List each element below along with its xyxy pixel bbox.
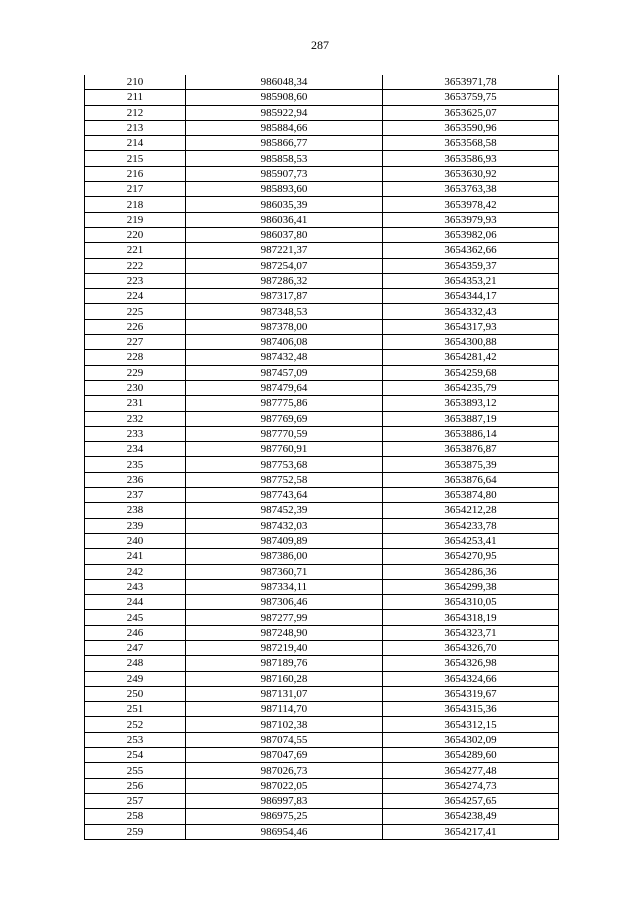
table-row: [85, 227, 559, 242]
point-number-cell: 212: [85, 105, 186, 120]
y-coordinate-cell: 3654238,49: [383, 809, 559, 824]
x-coordinate-cell: 985908,60: [186, 90, 383, 105]
y-coordinate-cell: 3654253,41: [383, 533, 559, 548]
table-row: [85, 258, 559, 273]
table-row: [85, 671, 559, 686]
x-coordinate-cell: 986036,41: [186, 212, 383, 227]
table-row: [85, 732, 559, 747]
x-coordinate-cell: 987254,07: [186, 258, 383, 273]
table-row: [85, 564, 559, 579]
x-coordinate-cell: 987406,08: [186, 335, 383, 350]
table-row: [85, 656, 559, 671]
point-number-cell: 210: [85, 75, 186, 90]
y-coordinate-cell: 3654324,66: [383, 671, 559, 686]
x-coordinate-cell: 987760,91: [186, 442, 383, 457]
y-coordinate-cell: 3654257,65: [383, 793, 559, 808]
point-number-cell: 229: [85, 365, 186, 380]
point-number-cell: 254: [85, 748, 186, 763]
point-number-cell: 259: [85, 824, 186, 839]
x-coordinate-cell: 987160,28: [186, 671, 383, 686]
x-coordinate-cell: 987770,59: [186, 426, 383, 441]
x-coordinate-cell: 987348,53: [186, 304, 383, 319]
x-coordinate-cell: 985884,66: [186, 120, 383, 135]
x-coordinate-cell: 987306,46: [186, 595, 383, 610]
y-coordinate-cell: 3653625,07: [383, 105, 559, 120]
point-number-cell: 214: [85, 136, 186, 151]
y-coordinate-cell: 3653874,80: [383, 488, 559, 503]
y-coordinate-cell: 3653876,87: [383, 442, 559, 457]
x-coordinate-cell: 986037,80: [186, 227, 383, 242]
table-row: [85, 212, 559, 227]
x-coordinate-cell: 985907,73: [186, 166, 383, 181]
y-coordinate-cell: 3654270,95: [383, 549, 559, 564]
x-coordinate-cell: 987479,64: [186, 380, 383, 395]
x-coordinate-cell: 987432,03: [186, 518, 383, 533]
x-coordinate-cell: 986997,83: [186, 793, 383, 808]
table-row: [85, 380, 559, 395]
table-row: [85, 319, 559, 334]
x-coordinate-cell: 987743,64: [186, 488, 383, 503]
table-row: [85, 243, 559, 258]
point-number-cell: 249: [85, 671, 186, 686]
x-coordinate-cell: 987189,76: [186, 656, 383, 671]
table-row: [85, 289, 559, 304]
x-coordinate-cell: 985858,53: [186, 151, 383, 166]
x-coordinate-cell: 986048,34: [186, 75, 383, 90]
table-row: [85, 472, 559, 487]
y-coordinate-cell: 3654344,17: [383, 289, 559, 304]
table-row: [85, 763, 559, 778]
table-row: [85, 488, 559, 503]
x-coordinate-cell: 987248,90: [186, 625, 383, 640]
point-number-cell: 243: [85, 579, 186, 594]
x-coordinate-cell: 987457,09: [186, 365, 383, 380]
y-coordinate-cell: 3653586,93: [383, 151, 559, 166]
y-coordinate-cell: 3653875,39: [383, 457, 559, 472]
x-coordinate-cell: 985866,77: [186, 136, 383, 151]
table-row: [85, 120, 559, 135]
point-number-cell: 216: [85, 166, 186, 181]
point-number-cell: 224: [85, 289, 186, 304]
table-row: [85, 442, 559, 457]
table-row: [85, 90, 559, 105]
x-coordinate-cell: 987022,05: [186, 778, 383, 793]
table-row: [85, 748, 559, 763]
coordinates-table: [84, 75, 559, 840]
table-row: [85, 75, 559, 90]
x-coordinate-cell: 987286,32: [186, 273, 383, 288]
y-coordinate-cell: 3653887,19: [383, 411, 559, 426]
point-number-cell: 238: [85, 503, 186, 518]
point-number-cell: 256: [85, 778, 186, 793]
point-number-cell: 245: [85, 610, 186, 625]
x-coordinate-cell: 987026,73: [186, 763, 383, 778]
point-number-cell: 228: [85, 350, 186, 365]
y-coordinate-cell: 3653971,78: [383, 75, 559, 90]
x-coordinate-cell: 987752,58: [186, 472, 383, 487]
y-coordinate-cell: 3653886,14: [383, 426, 559, 441]
point-number-cell: 226: [85, 319, 186, 334]
y-coordinate-cell: 3654235,79: [383, 380, 559, 395]
y-coordinate-cell: 3654332,43: [383, 304, 559, 319]
table-row: [85, 304, 559, 319]
x-coordinate-cell: 987114,70: [186, 702, 383, 717]
point-number-cell: 221: [85, 243, 186, 258]
x-coordinate-cell: 987753,68: [186, 457, 383, 472]
y-coordinate-cell: 3654353,21: [383, 273, 559, 288]
y-coordinate-cell: 3653876,64: [383, 472, 559, 487]
x-coordinate-cell: 987769,69: [186, 411, 383, 426]
table-row: [85, 686, 559, 701]
y-coordinate-cell: 3654315,36: [383, 702, 559, 717]
table-row: [85, 396, 559, 411]
y-coordinate-cell: 3654300,88: [383, 335, 559, 350]
table-row: [85, 640, 559, 655]
x-coordinate-cell: 986035,39: [186, 197, 383, 212]
y-coordinate-cell: 3654323,71: [383, 625, 559, 640]
x-coordinate-cell: 987131,07: [186, 686, 383, 701]
table-row: [85, 533, 559, 548]
table-row: [85, 717, 559, 732]
point-number-cell: 234: [85, 442, 186, 457]
x-coordinate-cell: 987409,89: [186, 533, 383, 548]
y-coordinate-cell: 3653630,92: [383, 166, 559, 181]
point-number-cell: 217: [85, 182, 186, 197]
point-number-cell: 240: [85, 533, 186, 548]
point-number-cell: 252: [85, 717, 186, 732]
y-coordinate-cell: 3653978,42: [383, 197, 559, 212]
x-coordinate-cell: 986954,46: [186, 824, 383, 839]
point-number-cell: 227: [85, 335, 186, 350]
x-coordinate-cell: 986975,25: [186, 809, 383, 824]
x-coordinate-cell: 987219,40: [186, 640, 383, 655]
y-coordinate-cell: 3654319,67: [383, 686, 559, 701]
table-row: [85, 702, 559, 717]
table-row: [85, 625, 559, 640]
table-row: [85, 549, 559, 564]
y-coordinate-cell: 3654259,68: [383, 365, 559, 380]
point-number-cell: 218: [85, 197, 186, 212]
y-coordinate-cell: 3654326,70: [383, 640, 559, 655]
table-row: [85, 182, 559, 197]
point-number-cell: 225: [85, 304, 186, 319]
x-coordinate-cell: 987102,38: [186, 717, 383, 732]
table-row: [85, 518, 559, 533]
coordinates-table-body: [85, 75, 559, 839]
y-coordinate-cell: 3653759,75: [383, 90, 559, 105]
point-number-cell: 222: [85, 258, 186, 273]
y-coordinate-cell: 3653568,58: [383, 136, 559, 151]
point-number-cell: 237: [85, 488, 186, 503]
x-coordinate-cell: 987452,39: [186, 503, 383, 518]
x-coordinate-cell: 985893,60: [186, 182, 383, 197]
point-number-cell: 251: [85, 702, 186, 717]
table-row: [85, 793, 559, 808]
table-row: [85, 273, 559, 288]
point-number-cell: 230: [85, 380, 186, 395]
y-coordinate-cell: 3653982,06: [383, 227, 559, 242]
y-coordinate-cell: 3653763,38: [383, 182, 559, 197]
point-number-cell: 215: [85, 151, 186, 166]
point-number-cell: 250: [85, 686, 186, 701]
table-row: [85, 151, 559, 166]
table-row: [85, 335, 559, 350]
y-coordinate-cell: 3654302,09: [383, 732, 559, 747]
y-coordinate-cell: 3654212,28: [383, 503, 559, 518]
table-row: [85, 365, 559, 380]
x-coordinate-cell: 985922,94: [186, 105, 383, 120]
point-number-cell: 223: [85, 273, 186, 288]
y-coordinate-cell: 3654286,36: [383, 564, 559, 579]
y-coordinate-cell: 3654274,73: [383, 778, 559, 793]
table-row: [85, 579, 559, 594]
point-number-cell: 241: [85, 549, 186, 564]
point-number-cell: 244: [85, 595, 186, 610]
point-number-cell: 257: [85, 793, 186, 808]
table-row: [85, 136, 559, 151]
point-number-cell: 248: [85, 656, 186, 671]
table-row: [85, 503, 559, 518]
x-coordinate-cell: 987432,48: [186, 350, 383, 365]
point-number-cell: 231: [85, 396, 186, 411]
y-coordinate-cell: 3654289,60: [383, 748, 559, 763]
point-number-cell: 219: [85, 212, 186, 227]
point-number-cell: 258: [85, 809, 186, 824]
point-number-cell: 247: [85, 640, 186, 655]
table-row: [85, 610, 559, 625]
table-row: [85, 411, 559, 426]
y-coordinate-cell: 3654217,41: [383, 824, 559, 839]
y-coordinate-cell: 3654299,38: [383, 579, 559, 594]
point-number-cell: 211: [85, 90, 186, 105]
y-coordinate-cell: 3653893,12: [383, 396, 559, 411]
x-coordinate-cell: 987378,00: [186, 319, 383, 334]
x-coordinate-cell: 987221,37: [186, 243, 383, 258]
point-number-cell: 220: [85, 227, 186, 242]
y-coordinate-cell: 3653979,93: [383, 212, 559, 227]
table-row: [85, 426, 559, 441]
x-coordinate-cell: 987317,87: [186, 289, 383, 304]
table-row: [85, 166, 559, 181]
point-number-cell: 246: [85, 625, 186, 640]
y-coordinate-cell: 3654310,05: [383, 595, 559, 610]
point-number-cell: 213: [85, 120, 186, 135]
x-coordinate-cell: 987277,99: [186, 610, 383, 625]
table-row: [85, 595, 559, 610]
point-number-cell: 242: [85, 564, 186, 579]
point-number-cell: 253: [85, 732, 186, 747]
point-number-cell: 232: [85, 411, 186, 426]
page-number: 287: [311, 38, 329, 52]
y-coordinate-cell: 3654233,78: [383, 518, 559, 533]
y-coordinate-cell: 3654318,19: [383, 610, 559, 625]
x-coordinate-cell: 987334,11: [186, 579, 383, 594]
point-number-cell: 235: [85, 457, 186, 472]
table-row: [85, 778, 559, 793]
y-coordinate-cell: 3654359,37: [383, 258, 559, 273]
y-coordinate-cell: 3654312,15: [383, 717, 559, 732]
y-coordinate-cell: 3654362,66: [383, 243, 559, 258]
table-row: [85, 350, 559, 365]
x-coordinate-cell: 987386,00: [186, 549, 383, 564]
y-coordinate-cell: 3654317,93: [383, 319, 559, 334]
x-coordinate-cell: 987074,55: [186, 732, 383, 747]
table-row: [85, 197, 559, 212]
y-coordinate-cell: 3654326,98: [383, 656, 559, 671]
y-coordinate-cell: 3654277,48: [383, 763, 559, 778]
x-coordinate-cell: 987360,71: [186, 564, 383, 579]
point-number-cell: 255: [85, 763, 186, 778]
x-coordinate-cell: 987775,86: [186, 396, 383, 411]
x-coordinate-cell: 987047,69: [186, 748, 383, 763]
table-row: [85, 105, 559, 120]
table-row: [85, 824, 559, 839]
y-coordinate-cell: 3654281,42: [383, 350, 559, 365]
table-row: [85, 809, 559, 824]
point-number-cell: 236: [85, 472, 186, 487]
table-row: [85, 457, 559, 472]
point-number-cell: 233: [85, 426, 186, 441]
y-coordinate-cell: 3653590,96: [383, 120, 559, 135]
point-number-cell: 239: [85, 518, 186, 533]
